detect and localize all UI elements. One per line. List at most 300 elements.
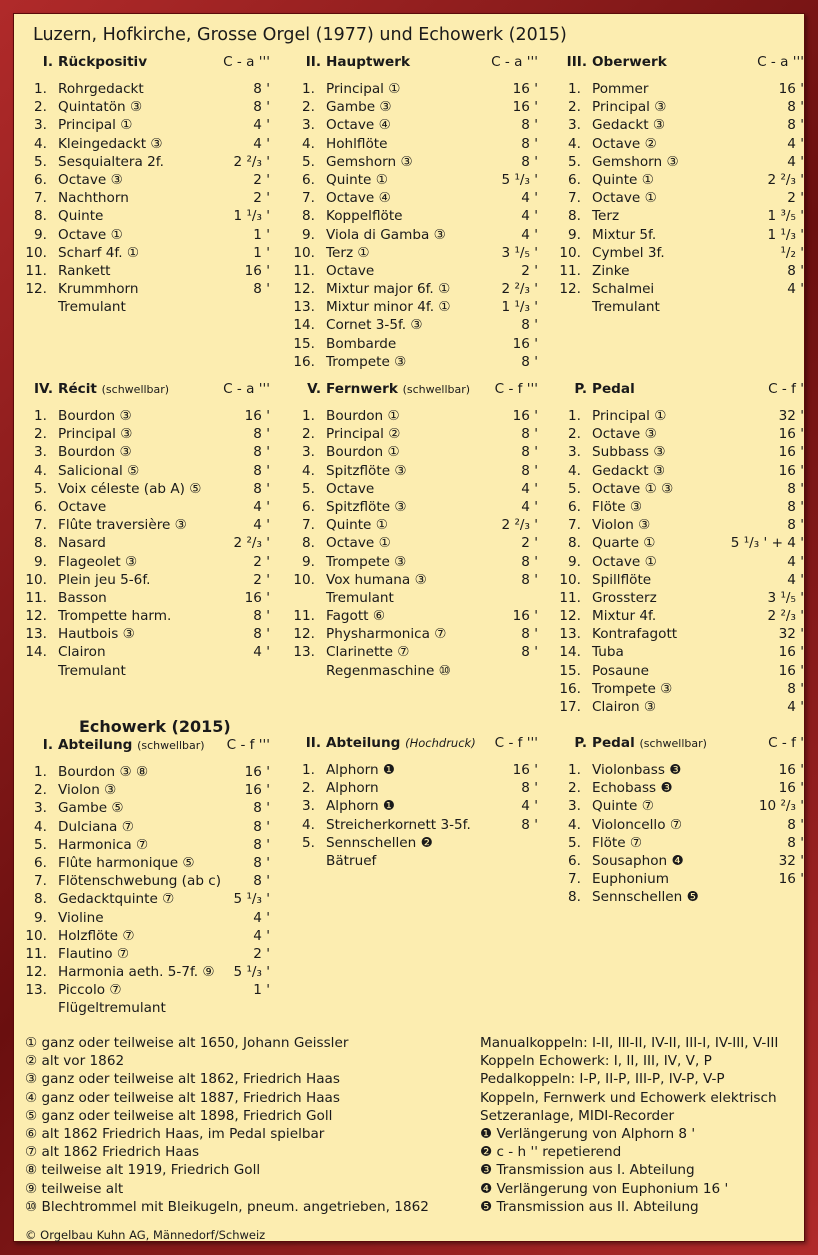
stop-number: 9. <box>302 553 315 570</box>
stop-row <box>293 135 538 153</box>
stop-number: 13. <box>293 644 315 661</box>
stop-name: Octave ④ <box>326 117 391 134</box>
stop-pitch: 1 ³/₅ ' <box>767 208 804 225</box>
stop-row <box>293 834 538 852</box>
stop-row <box>293 226 538 244</box>
stop-row <box>559 135 804 153</box>
footnote: ⑤ ganz oder teilweise alt 1898, Friedrich Goll <box>25 1107 333 1124</box>
stop-name: Bourdon ③ <box>58 444 132 461</box>
stop-row <box>25 799 270 817</box>
division-name <box>592 735 707 751</box>
stop-pitch: 1 ' <box>253 226 270 243</box>
stop-number: 12. <box>25 281 47 298</box>
stop-pitch: 8 ' <box>787 680 804 697</box>
stop-name: Principal ③ <box>592 99 667 116</box>
stop-number: 1. <box>568 408 581 424</box>
stop-name: Salicional ⑤ <box>58 462 140 479</box>
stop-name: Nasard <box>58 535 106 552</box>
stop-number: 11. <box>559 589 581 606</box>
footnote: Koppeln Echowerk: I, II, III, IV, V, P <box>480 1053 712 1070</box>
division-header <box>25 737 270 757</box>
stop-name: Alphorn ❶ <box>326 762 396 778</box>
stop-name: Spitzflöte ③ <box>326 462 407 479</box>
stop-number: 6. <box>568 852 581 869</box>
stop-row <box>25 981 270 999</box>
stop-pitch: 8 ' <box>521 571 538 588</box>
main-division <box>25 381 270 680</box>
stop-pitch: 4 ' <box>253 909 270 926</box>
stop-number: 6. <box>34 171 47 188</box>
footnote: Manualkoppeln: I-II, III-II, IV-II, III-I, IV-III, V-III <box>480 1035 779 1051</box>
stop-pitch: 1 ¹/₃ ' <box>501 299 538 316</box>
stop-name: Schalmei <box>592 281 655 298</box>
stop-row <box>25 207 270 225</box>
stop-number: 3. <box>34 800 47 817</box>
stop-number: 11. <box>25 589 47 606</box>
stop-number: 16. <box>559 680 581 697</box>
stop-pitch: 16 ' <box>778 644 804 661</box>
stop-name: Sennschellen ❷ <box>326 834 433 851</box>
stop-row <box>25 909 270 927</box>
stop-row <box>25 153 270 171</box>
stop-number: 6. <box>568 498 581 515</box>
stop-name: Viola di Gamba ③ <box>326 226 446 243</box>
stop-pitch: 16 ' <box>778 871 804 888</box>
stop-name: Trompette harm. <box>58 608 172 625</box>
stop-row <box>25 226 270 244</box>
footnote: ⑦ alt 1862 Friedrich Haas <box>25 1144 200 1161</box>
stop-name: Octave ③ <box>592 426 657 443</box>
stop-name: Quarte ① <box>592 535 656 552</box>
footnote: ❸ Transmission aus I. Abteilung <box>480 1162 695 1179</box>
stop-pitch: 8 ' <box>787 480 804 497</box>
stop-number: 2. <box>568 780 581 797</box>
stop-row <box>293 480 538 498</box>
division-header <box>25 381 270 401</box>
stop-number: 9. <box>34 553 47 570</box>
stop-row <box>559 797 804 815</box>
stop-pitch: 8 ' <box>253 818 270 835</box>
stop-row <box>293 262 538 280</box>
echo-division <box>25 737 270 1018</box>
stop-pitch: 16 ' <box>512 762 538 778</box>
stop-number: 15. <box>559 662 581 679</box>
stop-name: Principal ① <box>58 117 133 134</box>
stop-pitch: 4 ' <box>521 480 538 497</box>
stop-pitch: 2 ' <box>253 190 270 207</box>
division-number: P. <box>574 735 587 751</box>
stoplist-sheet <box>13 13 805 1242</box>
division-header <box>293 735 538 755</box>
stop-row <box>293 80 538 98</box>
stop-row <box>293 589 538 607</box>
stop-number: 1. <box>302 81 315 97</box>
footnote: ② alt vor 1862 <box>25 1053 125 1070</box>
stop-pitch: 3 ¹/₅ ' <box>501 244 538 261</box>
stop-pitch: 2 ' <box>521 535 538 552</box>
stop-row <box>25 280 270 298</box>
stop-number: 7. <box>568 871 581 888</box>
stop-name: Gambe ③ <box>326 99 392 116</box>
stop-row <box>559 226 804 244</box>
stop-number: 6. <box>568 171 581 188</box>
stop-row <box>559 116 804 134</box>
stop-row <box>25 80 270 98</box>
stop-row <box>25 407 270 425</box>
stop-row <box>559 443 804 461</box>
stop-number: 13. <box>559 626 581 643</box>
page-title: Luzern, Hofkirche, Grosse Orgel (1977) und Echowerk (2015) <box>33 25 567 45</box>
stop-row <box>25 425 270 443</box>
division-note: (schwellbar) <box>137 739 205 752</box>
stop-number: 1. <box>568 81 581 97</box>
stop-row <box>559 761 804 779</box>
stop-pitch: 16 ' <box>778 662 804 679</box>
stop-number: 5. <box>34 480 47 497</box>
stop-pitch: 16 ' <box>512 408 538 424</box>
stop-number: 3. <box>568 444 581 461</box>
stop-pitch: 1 ¹/₃ ' <box>767 226 804 243</box>
stop-number: 11. <box>25 262 47 279</box>
division-title: Hauptwerk <box>326 54 410 70</box>
stop-row <box>25 171 270 189</box>
stop-pitch: 2 ' <box>521 262 538 279</box>
stop-row <box>559 298 804 316</box>
stop-name: Fagott ⑥ <box>326 608 386 625</box>
stop-number: 14. <box>25 644 47 661</box>
stop-number: 8. <box>34 535 47 552</box>
stop-number: 5. <box>568 153 581 170</box>
stop-name: Pommer <box>592 81 649 97</box>
stop-name: Terz ① <box>326 244 370 261</box>
stop-number: 1. <box>568 762 581 778</box>
stop-pitch: 16 ' <box>778 426 804 443</box>
stop-name: Voix céleste (ab A) ⑤ <box>58 480 202 497</box>
footnote: ⑩ Blechtrommel mit Bleikugeln, pneum. angetrieben, 1862 <box>25 1198 429 1215</box>
stop-name: Tuba <box>592 644 624 661</box>
stop-name: Bätruef <box>326 852 377 869</box>
footnotes-left <box>25 1034 429 1216</box>
stop-name: Octave ④ <box>326 190 391 207</box>
main-division <box>25 54 270 316</box>
stop-pitch: 16 ' <box>778 780 804 797</box>
stop-row <box>293 116 538 134</box>
stop-number: 10. <box>293 244 315 261</box>
stop-name: Violon ③ <box>58 782 117 799</box>
stop-row <box>25 116 270 134</box>
stop-name: Octave ① ③ <box>592 480 674 497</box>
stop-pitch: 8 ' <box>521 780 538 797</box>
stop-number: 8. <box>568 208 581 225</box>
stop-number: 8. <box>302 535 315 552</box>
stop-name: Flûte harmonique ⑤ <box>58 854 195 871</box>
stop-name: Vox humana ③ <box>326 571 427 588</box>
stop-number: 8. <box>302 208 315 225</box>
stop-pitch: 4 ' <box>253 644 270 661</box>
division-compass: C - f ''' <box>226 737 270 753</box>
stop-name: Principal ① <box>326 81 401 97</box>
footnote: ⑨ teilweise alt <box>25 1180 124 1197</box>
stop-number: 4. <box>34 135 47 152</box>
stop-name: Dulciana ⑦ <box>58 818 134 835</box>
stop-pitch: 16 ' <box>778 444 804 461</box>
stop-name: Violon ③ <box>592 517 651 534</box>
stop-name: Spillflöte <box>592 571 652 588</box>
stop-pitch: 16 ' <box>244 782 270 799</box>
stop-number: 8. <box>568 535 581 552</box>
division-title: Fernwerk <box>326 381 398 397</box>
footnotes-right <box>480 1034 778 1216</box>
stop-pitch: 1 ' <box>253 244 270 261</box>
stop-row <box>293 153 538 171</box>
stop-row <box>559 98 804 116</box>
stop-number: 4. <box>568 816 581 833</box>
stop-pitch: 16 ' <box>244 589 270 606</box>
main-division <box>293 381 538 680</box>
stop-pitch: 2 ²/₃ ' <box>501 517 538 534</box>
stop-pitch: 5 ¹/₃ ' <box>233 964 270 981</box>
division-number: I. <box>42 54 53 70</box>
stop-row <box>25 872 270 890</box>
stop-name: Scharf 4f. ① <box>58 244 140 261</box>
stop-name: Mixtur minor 4f. ① <box>326 299 451 316</box>
stop-row <box>559 480 804 498</box>
division-header <box>559 381 804 401</box>
stop-name: Gemshorn ③ <box>326 153 413 170</box>
stop-row <box>293 189 538 207</box>
stop-name: Octave ② <box>592 135 657 152</box>
stop-row <box>25 553 270 571</box>
stop-row <box>559 816 804 834</box>
stop-row <box>293 625 538 643</box>
stop-name: Regenmaschine ⑩ <box>326 662 451 679</box>
stop-name: Bombarde <box>326 335 397 352</box>
stop-row <box>25 763 270 781</box>
stop-pitch: 4 ' <box>521 190 538 207</box>
echo-division <box>293 735 538 870</box>
stop-number: 3. <box>302 798 315 815</box>
stop-row <box>293 607 538 625</box>
stop-name: Octave ③ <box>58 171 123 188</box>
division-number: P. <box>574 381 587 397</box>
stop-number: 11. <box>293 262 315 279</box>
stop-name: Euphonium <box>592 871 670 888</box>
stop-name: Gemshorn ③ <box>592 153 679 170</box>
stop-pitch: 16 ' <box>512 81 538 97</box>
stop-name: Hautbois ③ <box>58 626 135 643</box>
stop-number: 1. <box>302 408 315 424</box>
stop-pitch: 16 ' <box>778 81 804 97</box>
stop-number: 2. <box>568 99 581 116</box>
stop-number: 5. <box>302 153 315 170</box>
stop-name: Harmonica ⑦ <box>58 836 149 853</box>
stop-row <box>25 135 270 153</box>
stop-number: 10. <box>559 244 581 261</box>
stop-name: Tremulant <box>58 662 126 679</box>
stop-pitch: 16 ' <box>244 408 270 424</box>
stop-pitch: 8 ' <box>253 854 270 871</box>
stop-number: 6. <box>34 854 47 871</box>
stop-number: 12. <box>559 281 581 298</box>
stop-pitch: 2 ²/₃ ' <box>233 535 270 552</box>
stop-number: 1. <box>34 81 47 97</box>
stop-pitch: 8 ' <box>521 816 538 833</box>
stop-name: Subbass ③ <box>592 444 666 461</box>
stop-name: Kleingedackt ③ <box>58 135 163 152</box>
stop-number: 1. <box>34 408 47 424</box>
stop-row <box>25 890 270 908</box>
stop-name: Spitzflöte ③ <box>326 498 407 515</box>
stop-row <box>559 834 804 852</box>
division-number: I. <box>42 737 53 753</box>
stop-name: Piccolo ⑦ <box>58 982 122 999</box>
stop-pitch: 1 ' <box>253 982 270 999</box>
stop-name: Cymbel 3f. <box>592 244 665 261</box>
stop-row <box>293 498 538 516</box>
stop-number: 2. <box>302 780 315 797</box>
stop-row <box>293 207 538 225</box>
stop-row <box>559 498 804 516</box>
stop-row <box>559 80 804 98</box>
stop-row <box>559 516 804 534</box>
stop-row <box>293 643 538 661</box>
stop-row <box>559 870 804 888</box>
stop-row <box>25 516 270 534</box>
stop-name: Flügeltremulant <box>58 1000 166 1017</box>
stop-row <box>293 816 538 834</box>
division-title: Abteilung <box>326 735 401 751</box>
division-compass: C - f ''' <box>494 381 538 397</box>
stop-name: Gedackt ③ <box>592 462 666 479</box>
stop-name: Tremulant <box>592 299 660 316</box>
stop-name: Flautino ⑦ <box>58 945 130 962</box>
stop-name: Quintatön ③ <box>58 99 143 116</box>
stop-pitch: 8 ' <box>521 553 538 570</box>
stop-pitch: 16 ' <box>244 262 270 279</box>
stop-pitch: 16 ' <box>778 462 804 479</box>
stop-pitch: 16 ' <box>512 335 538 352</box>
stop-pitch: 8 ' <box>253 281 270 298</box>
stop-row <box>559 534 804 552</box>
footnote: ⑥ alt 1862 Friedrich Haas, im Pedal spielbar <box>25 1125 325 1142</box>
stop-name: Gedackt ③ <box>592 117 666 134</box>
stop-pitch: 2 ²/₃ ' <box>501 281 538 298</box>
division-number: II. <box>305 735 321 751</box>
stop-number: 15. <box>293 335 315 352</box>
stop-row <box>25 262 270 280</box>
stop-name: Principal ③ <box>58 426 133 443</box>
stop-name: Octave <box>326 480 375 497</box>
stop-row <box>25 945 270 963</box>
stop-name: Clarinette ⑦ <box>326 644 410 661</box>
division-number: V. <box>307 381 321 397</box>
stop-number: 3. <box>302 117 315 134</box>
footnote: ❹ Verlängerung von Euphonium 16 ' <box>480 1180 729 1197</box>
stop-row <box>25 607 270 625</box>
stop-row <box>293 335 538 353</box>
stop-pitch: 8 ' <box>787 99 804 116</box>
stop-name: Rankett <box>58 262 111 279</box>
stop-name: Bourdon ① <box>326 408 400 424</box>
division-note: (schwellbar) <box>101 383 170 396</box>
stop-name: Physharmonica ⑦ <box>326 626 447 643</box>
stop-row <box>293 280 538 298</box>
stop-row <box>293 761 538 779</box>
stop-name: Sesquialtera 2f. <box>58 153 164 170</box>
stop-name: Tremulant <box>58 299 126 316</box>
stop-number: 13. <box>25 626 47 643</box>
stop-row <box>293 98 538 116</box>
stop-pitch: 5 ¹/₃ ' + 4 ' <box>730 535 804 552</box>
division-title: Pedal <box>592 735 635 751</box>
stop-name: Zinke <box>592 262 630 279</box>
stop-pitch: 1 ¹/₃ ' <box>233 208 270 225</box>
stop-number: 13. <box>293 299 315 316</box>
stop-row <box>559 153 804 171</box>
stop-row <box>293 443 538 461</box>
stop-pitch: 4 ' <box>521 226 538 243</box>
stop-number: 5. <box>568 480 581 497</box>
stop-pitch: 8 ' <box>521 353 538 370</box>
stop-name: Violine <box>58 909 104 926</box>
stop-number: 10. <box>25 571 47 588</box>
stop-name: Quinte ① <box>592 171 654 188</box>
footnote: ① ganz oder teilweise alt 1650, Johann Geissler <box>25 1035 349 1051</box>
main-division <box>293 54 538 371</box>
stop-row <box>559 680 804 698</box>
stop-pitch: 4 ' <box>521 798 538 815</box>
stop-row <box>293 171 538 189</box>
stop-pitch: 4 ' <box>787 553 804 570</box>
stop-name: Koppelflöte <box>326 208 403 225</box>
stop-pitch: 8 ' <box>787 834 804 851</box>
stop-name: Flöte ⑦ <box>592 834 643 851</box>
stop-row <box>293 298 538 316</box>
stop-number: 7. <box>34 873 47 890</box>
echo-division <box>559 735 804 907</box>
stop-row <box>559 571 804 589</box>
stop-pitch: 32 ' <box>778 408 804 424</box>
stop-number: 12. <box>293 626 315 643</box>
stop-name: Gedacktquinte ⑦ <box>58 891 175 908</box>
stop-name: Quinte ⑦ <box>592 798 654 815</box>
footnote: ④ ganz oder teilweise alt 1887, Friedrich Haas <box>25 1089 340 1106</box>
footnote: Pedalkoppeln: I-P, II-P, III-P, IV-P, V-P <box>480 1071 725 1088</box>
stop-pitch: 8 ' <box>521 153 538 170</box>
stop-row <box>559 280 804 298</box>
division-compass: C - a ''' <box>491 54 538 70</box>
main-division <box>559 54 804 316</box>
stop-pitch: 5 ¹/₃ ' <box>233 891 270 908</box>
stop-pitch: 8 ' <box>253 836 270 853</box>
stop-number: 11. <box>559 262 581 279</box>
stop-number: 16. <box>293 353 315 370</box>
stop-number: 12. <box>25 608 47 625</box>
stop-row <box>559 662 804 680</box>
stop-name: Hohlflöte <box>326 135 388 152</box>
stop-row <box>25 999 270 1017</box>
stop-pitch: 8 ' <box>787 816 804 833</box>
stop-row <box>25 643 270 661</box>
stop-number: 9. <box>568 226 581 243</box>
stop-number: 3. <box>302 444 315 461</box>
stop-number: 3. <box>34 117 47 134</box>
stop-pitch: 4 ' <box>253 927 270 944</box>
stop-number: 12. <box>293 281 315 298</box>
stop-number: 4. <box>302 462 315 479</box>
stop-row <box>25 625 270 643</box>
stop-pitch: 2 ' <box>253 553 270 570</box>
